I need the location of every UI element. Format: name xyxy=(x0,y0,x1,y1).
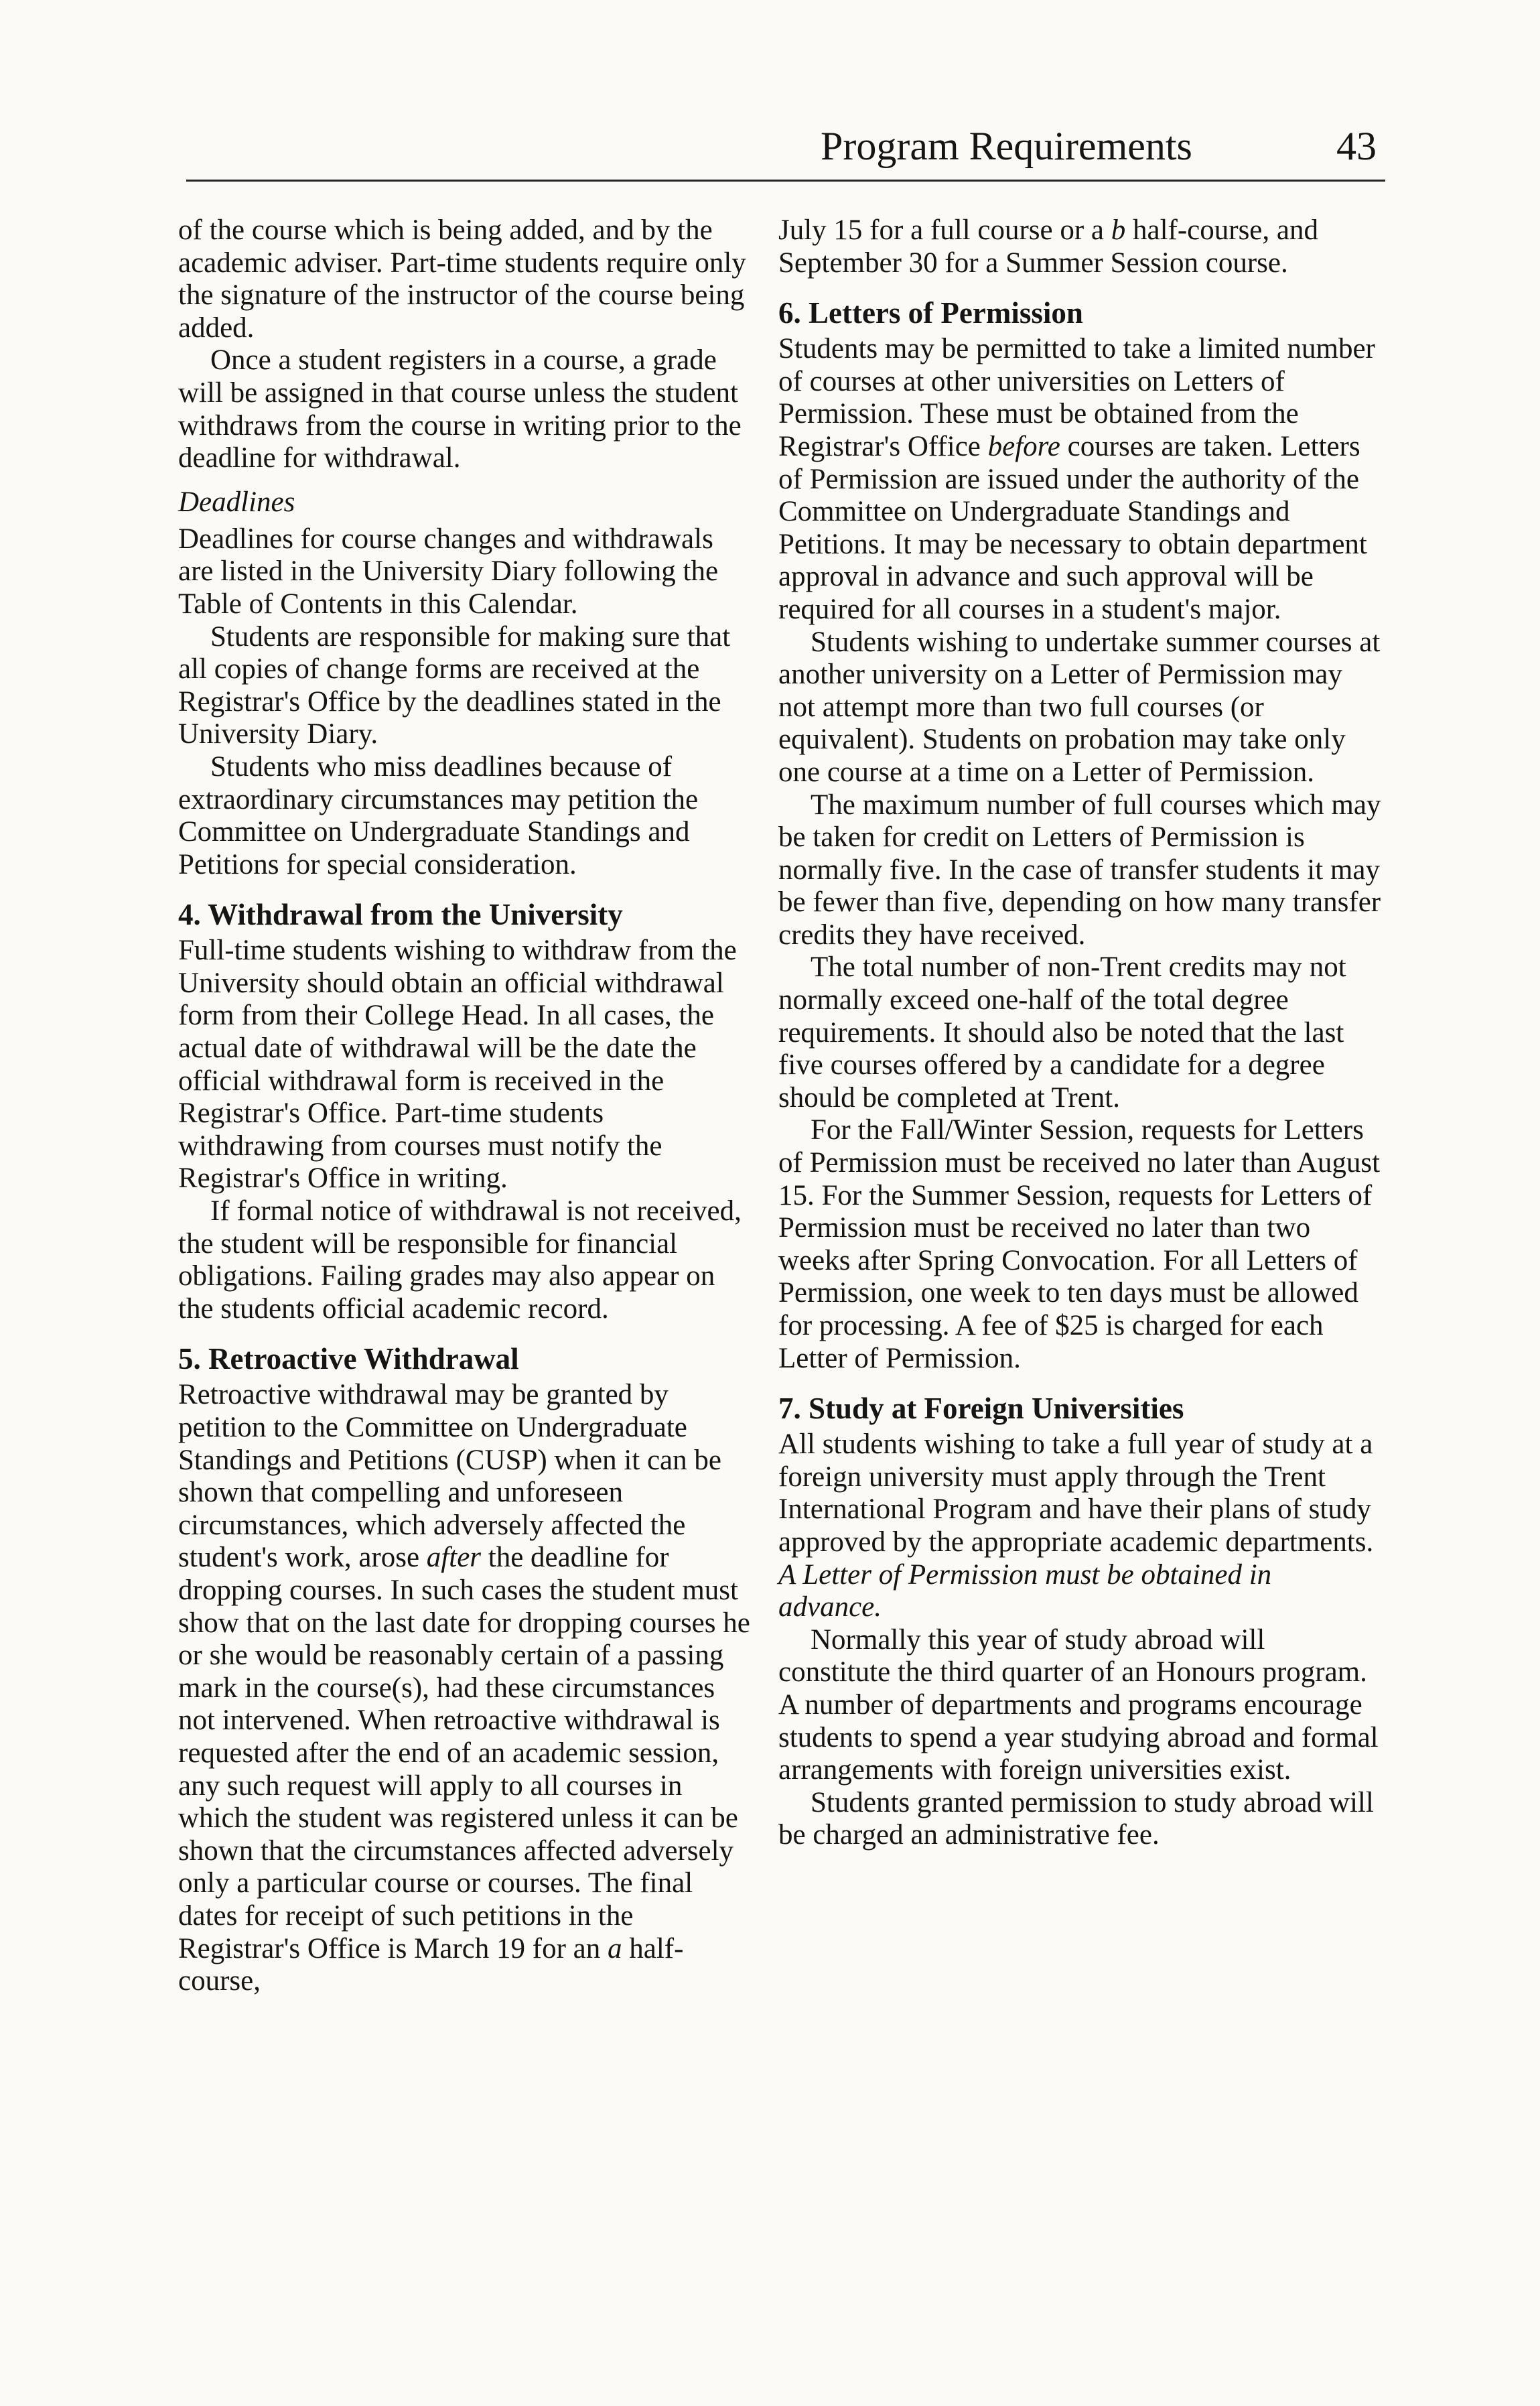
emphasis: b xyxy=(1111,214,1126,246)
paragraph: Students granted permission to study abroad will be charged an administrative fee. xyxy=(778,1786,1374,1851)
running-header xyxy=(821,119,1377,173)
text-run: Students may be permitted to take a limited number of courses at other universities on Letters of Permission. These must be obtained from the Registrar's Office xyxy=(778,333,1375,462)
paragraph: Students are responsible for making sure that all copies of change forms are received at the Registrar's Office by the deadlines stated in the University Diary. xyxy=(178,620,731,750)
text-run: half-course, and September 30 for a Summer Session course. xyxy=(778,214,1318,279)
paragraph: Deadlines for course changes and withdrawals are listed in the University Diary following the Table of Contents in this Calendar. xyxy=(178,523,719,620)
deadlines-heading: Deadlines xyxy=(178,486,295,518)
paragraph xyxy=(178,1379,754,1997)
text-run: courses are taken. Letters of Permission are issued under the authority of the Committee on Undergraduate Standings and Petitions. It may be necessary to obtain department approval in advance and such approval will be required for all courses in a student's major. xyxy=(778,430,1367,625)
text-run: the deadline for dropping courses. In such cases the student must show that on the last date for dropping courses he or she would be reasonably certain of a passing mark in the course(s), had these circumstances not intervened. When retroactive withdrawal is requested after the end of an academic session, any such request will apply to all courses in which the student was registered unless it can be shown that the circumstances affected adversely only a particular course or courses. The final dates for receipt of such petitions in the Registrar's Office is March 19 for an xyxy=(178,1542,750,1964)
paragraph: All students wishing to take a full year of study at a foreign university must apply through the Trent International Program and have their plans of study approved by the appropriate academic departments. xyxy=(778,1428,1374,1558)
paragraph: The maximum number of full courses which may be taken for credit on Letters of Permission is normally five. In the case of transfer students it may be fewer than five, depending on how many transfer credits they have received. xyxy=(778,789,1381,951)
section-heading-retroactive-withdrawal: 5. Retroactive Withdrawal xyxy=(178,1342,519,1376)
paragraph: For the Fall/Winter Session, requests for Letters of Permission must be received no later than August 15. For the Summer Session, requests for Letters of Permission must be received no later than two weeks after Spring Convocation. For all Letters of Permission, one week to ten days must be allowed for processing. A fee of $25 is charged for each Letter of Permission. xyxy=(778,1114,1381,1374)
emphasis: after xyxy=(426,1542,482,1574)
paragraph: Students who miss deadlines because of extraordinary circumstances may petition the Committee on Undergraduate Standings and Petitions for special consideration. xyxy=(178,750,699,880)
text-run: half-course, xyxy=(178,1932,684,1997)
header-rule xyxy=(186,180,1385,182)
left-column xyxy=(178,214,754,1998)
emphasis: before xyxy=(987,430,1060,462)
section-heading-letters-of-permission: 6. Letters of Permission xyxy=(778,296,1083,330)
emphasis: a xyxy=(608,1932,622,1964)
paragraph: Students wishing to undertake summer courses at another university on a Letter of Permission may not attempt more than two full courses (or equivalent). Students on probation may take only one course at a time on a Letter of Permission. xyxy=(778,626,1381,788)
paragraph xyxy=(778,333,1381,626)
paragraph: If formal notice of withdrawal is not received, the student will be responsible for financial obligations. Failing grades may also appear on the students official academic record. xyxy=(178,1195,742,1325)
paragraph xyxy=(778,214,1381,279)
section-heading-foreign-universities: 7. Study at Foreign Universities xyxy=(778,1392,1184,1426)
running-header-title: Program Requirements xyxy=(821,124,1192,168)
right-column xyxy=(778,214,1381,1852)
text-run: Retroactive withdrawal may be granted by petition to the Committee on Undergraduate Standings and Petitions (CUSP) when it can be shown that compelling and unforeseen circumstances, which adversely affected the student's work, arose xyxy=(178,1379,721,1574)
italic-note: A Letter of Permission must be obtained in advance. xyxy=(778,1558,1272,1623)
section-heading-withdrawal: 4. Withdrawal from the University xyxy=(178,898,623,932)
paragraph: of the course which is being added, and by the academic adviser. Part-time students require only the signature of the instructor of the course being added. xyxy=(178,214,746,344)
text-run: July 15 for a full course or a xyxy=(778,214,1111,246)
paragraph: Full-time students wishing to withdraw from the University should obtain an official withdrawal form from their College Head. In all cases, the actual date of withdrawal will be the date the official withdrawal form is received in the Registrar's Office. Part-time students withdrawing from courses must notify the Registrar's Office in writing. xyxy=(178,935,737,1195)
page-number: 43 xyxy=(1336,124,1377,168)
paragraph: The total number of non-Trent credits may not normally exceed one-half of the total degree requirements. It should also be noted that the last five courses offered by a candidate for a degree should be completed at Trent. xyxy=(778,951,1346,1114)
paragraph: Normally this year of study abroad will constitute the third quarter of an Honours program. A number of departments and programs encourage students to spend a year studying abroad and formal arrangements with foreign universities exist. xyxy=(778,1623,1379,1786)
paragraph: Once a student registers in a course, a grade will be assigned in that course unless the student withdraws from the course in writing prior to the deadline for withdrawal. xyxy=(178,344,742,474)
